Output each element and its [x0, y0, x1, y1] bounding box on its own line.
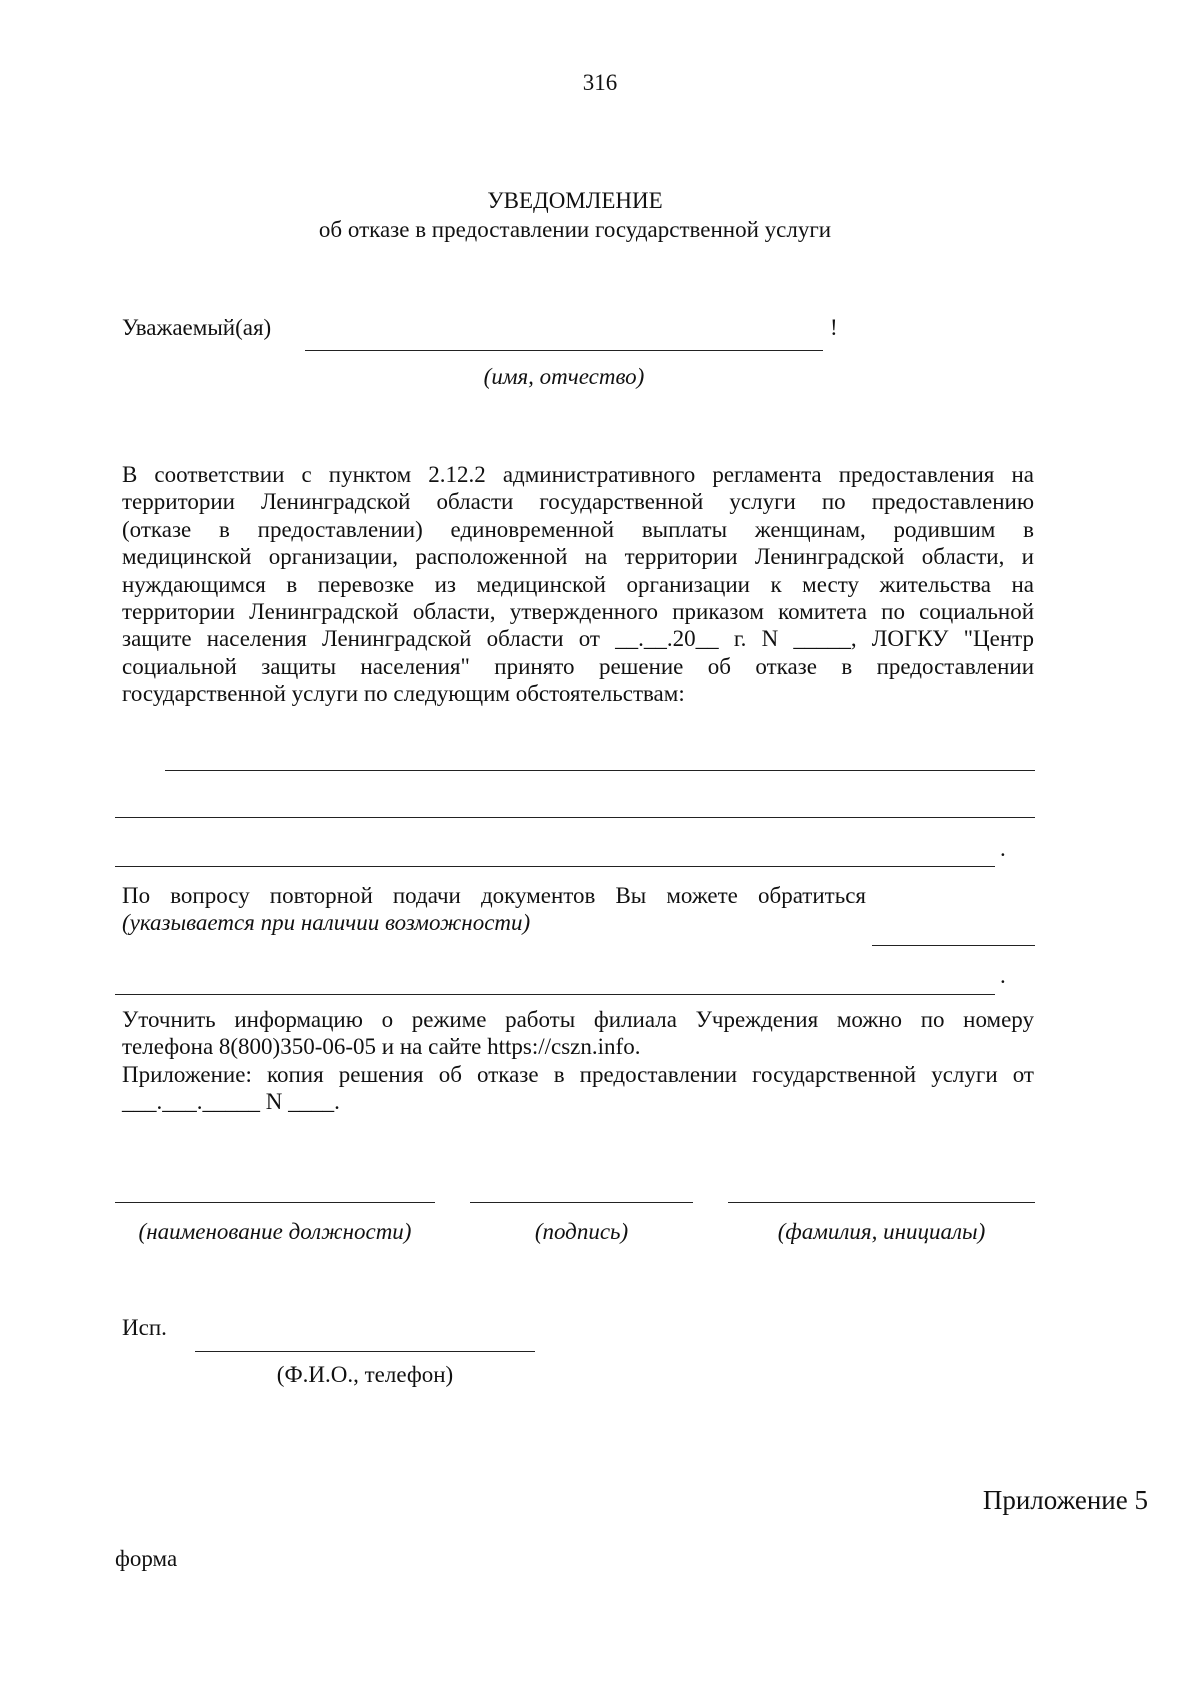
document-title: УВЕДОМЛЕНИЕ	[487, 188, 663, 213]
form-label: форма	[115, 1546, 178, 1571]
signature-fill-line[interactable]	[470, 1202, 693, 1203]
info-line: ___.___._____ N ____.	[122, 1089, 340, 1115]
name-initials-hint: (фамилия, инициалы)	[777, 1219, 986, 1244]
reason-fill-line-2[interactable]	[115, 817, 1035, 818]
executor-label: Исп.	[122, 1315, 167, 1340]
document-subtitle: об отказе в предоставлении государственной услуги	[318, 217, 832, 242]
name-initials-fill-line[interactable]	[728, 1202, 1035, 1203]
greeting-exclamation: !	[830, 315, 838, 340]
body-line: государственной услуги по следующим обстоятельствам:	[122, 681, 685, 707]
body-line: В соответствии с пунктом 2.12.2 административного регламента предоставления на	[122, 462, 1034, 487]
info-line: Уточнить информацию о режиме работы филиала Учреждения можно по номеру	[122, 1007, 1034, 1032]
page-number: 316	[582, 70, 618, 95]
reapply-fill-line-1[interactable]	[872, 945, 1035, 946]
appendix-label: Приложение 5	[982, 1485, 1148, 1515]
body-line: нуждающимся в перевозке из медицинской организации к месту жительства на	[122, 571, 1034, 597]
info-line: Приложение: копия решения об отказе в предоставлении государственной услуги от	[122, 1061, 1034, 1087]
body-line: медицинской организации, расположенной на территории Ленинградской области, и	[122, 544, 1034, 570]
reason-fill-line-1[interactable]	[165, 770, 1035, 771]
body-line: территории Ленинградской области государственной услуги по предоставлению	[122, 489, 1034, 515]
position-fill-line[interactable]	[115, 1202, 435, 1203]
reapply-text	[122, 883, 866, 909]
info-paragraph	[122, 1006, 1034, 1116]
reapply-line: По вопросу повторной подачи документов Вы можете обратиться	[122, 883, 866, 908]
reapply-period: .	[1000, 963, 1006, 988]
name-fill-line[interactable]	[305, 350, 823, 351]
position-hint: (наименование должности)	[138, 1219, 412, 1244]
info-line: телефона 8(800)350-06-05 и на сайте https://cszn.info.	[122, 1034, 641, 1060]
executor-hint: (Ф.И.О., телефон)	[276, 1362, 454, 1387]
name-hint: (имя, отчество)	[483, 364, 645, 389]
executor-fill-line[interactable]	[195, 1351, 535, 1352]
body-paragraph	[122, 461, 1034, 708]
body-line: социальной защиты населения" принято решение об отказе в предоставлении	[122, 653, 1034, 679]
reapply-hint: (указывается при наличии возможности)	[122, 910, 531, 935]
reapply-fill-line-2[interactable]	[115, 994, 995, 995]
reason-fill-line-3[interactable]	[115, 866, 995, 867]
greeting-prefix: Уважаемый(ая)	[122, 315, 272, 340]
reason-period: .	[1000, 836, 1006, 861]
body-line: территории Ленинградской области, утвержденного приказом комитета по социальной	[122, 599, 1034, 625]
body-line: защите населения Ленинградской области от __.__.20__ г. N _____, ЛОГКУ "Центр	[122, 626, 1034, 652]
body-line: (отказе в предоставлении) единовременной выплаты женщинам, родившим в	[122, 516, 1034, 542]
signature-hint: (подпись)	[534, 1219, 629, 1244]
